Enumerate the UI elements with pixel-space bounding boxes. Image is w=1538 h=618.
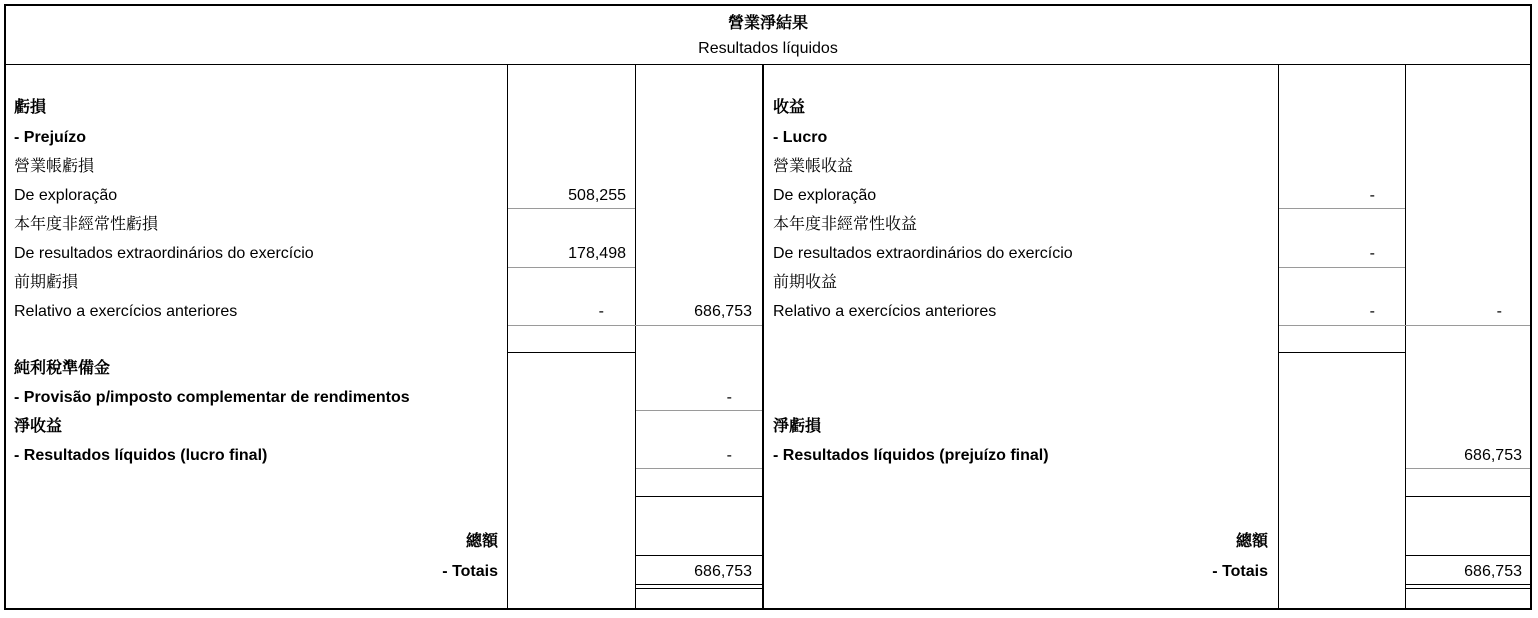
right-col-line-1: [1278, 64, 1279, 610]
left-net-pt: - Resultados líquidos (lucro final): [14, 447, 268, 464]
right-row-2-value: -: [1369, 245, 1375, 262]
left-col-line-2: [635, 64, 636, 610]
right-row-3-zh: 前期收益: [773, 274, 838, 291]
right-col-1-close: [1279, 352, 1405, 353]
left-row-1-rule: [508, 208, 635, 209]
right-net-zh: 淨虧損: [773, 418, 822, 435]
provision-zh: 純利稅準備金: [14, 360, 111, 377]
center-divider: [762, 64, 764, 610]
left-row-3-pt: Relativo a exercícios anteriores: [14, 303, 238, 320]
left-subtotal-rule: [508, 325, 762, 326]
header-divider: [6, 64, 1530, 65]
right-row-1-value: -: [1369, 187, 1375, 204]
left-row-1-value: 508,255: [568, 187, 626, 204]
right-row-1-zh: 營業帳收益: [773, 158, 854, 175]
left-net-close: [636, 496, 762, 497]
right-row-2-zh: 本年度非經常性收益: [773, 216, 918, 233]
right-subtotal-rule: [1279, 325, 1530, 326]
right-row-2-rule: [1279, 267, 1405, 268]
left-total-pt: - Totais: [442, 563, 498, 580]
left-row-1-pt: De exploração: [14, 187, 118, 204]
right-net-value: 686,753: [1464, 447, 1522, 464]
right-section-zh: 收益: [773, 99, 806, 116]
left-section-pt: - Prejuízo: [14, 129, 87, 146]
title-chinese: 營業淨結果: [727, 15, 808, 32]
right-total-value: 686,753: [1464, 563, 1522, 580]
right-total-pt: - Totais: [1212, 563, 1268, 580]
left-total-zh: 總額: [465, 533, 498, 550]
left-col-line-1: [507, 64, 508, 610]
right-total-rule-1: [1406, 584, 1530, 585]
left-net-zh: 淨收益: [14, 418, 63, 435]
left-total-value: 686,753: [694, 563, 752, 580]
left-net-rule: [636, 468, 762, 469]
right-net-pt: - Resultados líquidos (prejuízo final): [773, 447, 1049, 464]
left-row-2-value: 178,498: [568, 245, 626, 262]
right-subtotal-value: -: [1496, 303, 1502, 320]
right-total-top-rule: [1406, 555, 1530, 556]
right-row-1-pt: De exploração: [773, 187, 877, 204]
left-total-rule-1: [636, 584, 762, 585]
right-section-pt: - Lucro: [773, 129, 828, 146]
right-net-rule: [1406, 468, 1530, 469]
left-net-value: -: [726, 447, 732, 464]
right-total-zh: 總額: [1235, 533, 1268, 550]
title-portuguese: Resultados líquidos: [698, 40, 838, 57]
left-row-1-zh: 營業帳虧損: [14, 158, 95, 175]
left-total-top-rule: [636, 555, 762, 556]
right-row-3-value: -: [1369, 303, 1375, 320]
left-row-3-zh: 前期虧損: [14, 274, 79, 291]
right-total-rule-2: [1406, 588, 1530, 589]
right-row-3-pt: Relativo a exercícios anteriores: [773, 303, 997, 320]
left-total-rule-2: [636, 588, 762, 589]
right-row-2-pt: De resultados extraordinários do exercício: [773, 245, 1073, 262]
provision-rule: [636, 410, 762, 411]
statement-frame: [4, 4, 1532, 610]
left-row-2-zh: 本年度非經常性虧損: [14, 216, 159, 233]
left-subtotal-value: 686,753: [694, 303, 752, 320]
provision-pt: - Provisão p/imposto complementar de rendimentos: [14, 389, 410, 406]
right-net-close: [1406, 496, 1530, 497]
left-col-1-close: [508, 352, 635, 353]
right-row-1-rule: [1279, 208, 1405, 209]
left-row-2-rule: [508, 267, 635, 268]
left-row-3-value: -: [598, 303, 604, 320]
provision-value: -: [726, 389, 732, 406]
left-row-2-pt: De resultados extraordinários do exercício: [14, 245, 314, 262]
left-section-zh: 虧損: [14, 99, 47, 116]
right-col-line-2: [1405, 64, 1406, 610]
